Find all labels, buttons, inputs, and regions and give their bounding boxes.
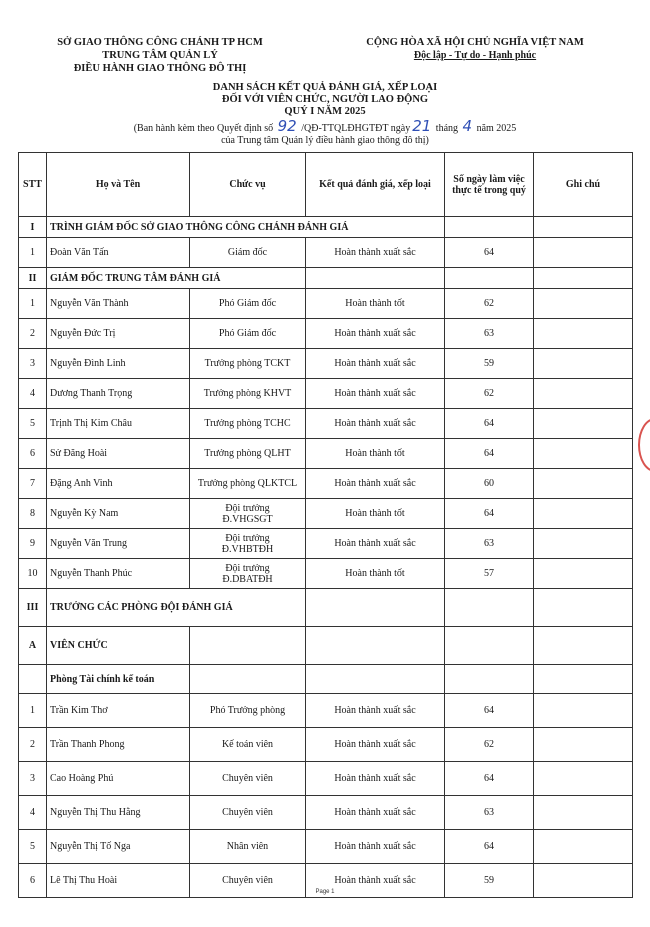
decision-mid: /QĐ-TTQLĐHGTĐT ngày — [301, 123, 411, 134]
table-row: 7 Đặng Anh Vinh Trưởng phòng QLKTCL Hoàn thành xuất sắc 60 — [19, 469, 633, 499]
agency-line-3: ĐIỀU HÀNH GIAO THÔNG ĐÔ THỊ — [73, 63, 247, 74]
seal-stamp — [638, 418, 650, 472]
table-row: 6 Sử Đăng Hoài Trưởng phòng QLHT Hoàn thành tốt 64 — [19, 439, 633, 469]
header-note: Ghi chú — [534, 153, 633, 217]
subgroup-row — [19, 665, 633, 694]
table-row: 3 Nguyễn Đình Linh Trưởng phòng TCKT Hoàn thành xuất sắc 59 — [19, 349, 633, 379]
section-row: III TRƯỞNG CÁC PHÒNG ĐỘI ĐÁNH GIÁ — [19, 589, 633, 627]
section-row: II GIÁM ĐỐC TRUNG TÂM ĐÁNH GIÁ — [19, 268, 633, 289]
table-row: 4 Dương Thanh Trọng Trưởng phòng KHVT Hoàn thành xuất sắc 62 — [19, 379, 633, 409]
table-row: 8 Nguyễn Kỳ Nam Đội trưởng Đ.VHGSGT Hoàn thành tốt 64 — [19, 499, 633, 529]
header-name: Họ và Tên — [47, 153, 190, 217]
decision-reference — [0, 117, 650, 147]
title-line-3: QUÝ I NĂM 2025 — [284, 106, 366, 117]
table-row: 9 Nguyễn Văn Trung Đội trưởng Đ.VHBTĐH Hoàn thành xuất sắc 63 — [19, 529, 633, 559]
document-title — [0, 82, 650, 118]
section-title: TRƯỞNG CÁC PHÒNG ĐỘI ĐÁNH GIÁ — [47, 589, 306, 627]
header-position: Chức vụ — [190, 153, 306, 217]
table-row: 10 Nguyễn Thanh Phúc Đội trưởng Đ.DBATĐH Hoàn thành tốt 57 — [19, 559, 633, 589]
decision-month: 4 — [462, 117, 473, 135]
title-line-1: DANH SÁCH KẾT QUẢ ĐÁNH GIÁ, XẾP LOẠI — [212, 82, 438, 93]
section-title: TRÌNH GIÁM ĐỐC SỞ GIAO THÔNG CÔNG CHÁNH ĐÁNH GIÁ — [47, 217, 445, 238]
table-header-row — [19, 153, 633, 217]
decision-year: năm 2025 — [476, 123, 517, 134]
decision-month-label: tháng — [435, 123, 459, 134]
page-footer: Page 1 — [315, 889, 335, 895]
table-row: 5 Trịnh Thị Kim Châu Trưởng phòng TCHC Hoàn thành xuất sắc 64 — [19, 409, 633, 439]
title-line-2: ĐỐI VỚI VIÊN CHỨC, NGƯỜI LAO ĐỘNG — [221, 94, 429, 105]
group-title: VIÊN CHỨC — [47, 627, 190, 665]
subgroup-title: Phòng Tài chính kế toán — [47, 665, 190, 694]
decision-prefix: (Ban hành kèm theo Quyết định số — [133, 123, 274, 134]
table-row: 1 Đoàn Văn Tấn Giám đốc Hoàn thành xuất sắc 64 — [19, 238, 633, 268]
header-stt: STT — [19, 153, 47, 217]
decision-number: 92 — [277, 117, 297, 135]
table-row: 4 Nguyễn Thị Thu Hằng Chuyên viên Hoàn thành xuất sắc 63 — [19, 796, 633, 830]
table-row: 5 Nguyễn Thị Tố Nga Nhân viên Hoàn thành xuất sắc 64 — [19, 830, 633, 864]
national-header — [330, 36, 620, 62]
header-days: Số ngày làm việc thực tế trong quý — [445, 153, 534, 217]
decision-issuer: của Trung tâm Quản lý điều hành giao thông đô thị) — [221, 135, 429, 146]
section-title: GIÁM ĐỐC TRUNG TÂM ĐÁNH GIÁ — [47, 268, 306, 289]
evaluation-table — [18, 152, 633, 898]
agency-line-1: SỞ GIAO THÔNG CÔNG CHÁNH TP HCM — [57, 37, 263, 48]
table-row: 6 Lê Thị Thu Hoài Chuyên viên Hoàn thành xuất sắc 59 — [19, 864, 633, 898]
decision-day: 21 — [412, 117, 432, 135]
section-row: I TRÌNH GIÁM ĐỐC SỞ GIAO THÔNG CÔNG CHÁNH ĐÁNH GIÁ — [19, 217, 633, 238]
table-row: 2 Trần Thanh Phong Kế toán viên Hoàn thành xuất sắc 62 — [19, 728, 633, 762]
group-row: A VIÊN CHỨC — [19, 627, 633, 665]
national-title: CỘNG HÒA XÃ HỘI CHỦ NGHĨA VIỆT NAM — [366, 37, 584, 48]
table-row: 1 Trần Kim Thơ Phó Trưởng phòng Hoàn thành xuất sắc 64 — [19, 694, 633, 728]
table-row: 1 Nguyễn Văn Thành Phó Giám đốc Hoàn thành tốt 62 — [19, 289, 633, 319]
table-row: 3 Cao Hoàng Phú Chuyên viên Hoàn thành xuất sắc 64 — [19, 762, 633, 796]
header-result: Kết quả đánh giá, xếp loại — [306, 153, 445, 217]
national-motto: Độc lập - Tự do - Hạnh phúc — [413, 50, 537, 61]
agency-line-2: TRUNG TÂM QUẢN LÝ — [102, 50, 218, 61]
agency-header — [30, 36, 290, 75]
table-row: 2 Nguyễn Đức Trị Phó Giám đốc Hoàn thành xuất sắc 63 — [19, 319, 633, 349]
